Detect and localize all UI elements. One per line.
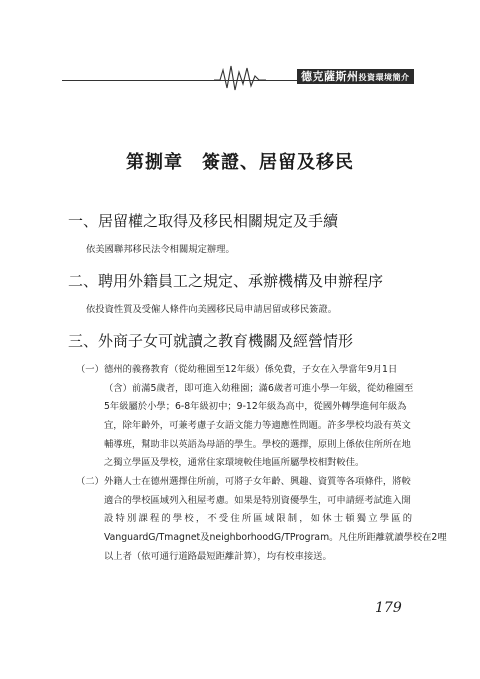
list-item-2 bbox=[76, 473, 447, 566]
list-item-line: 適合的學校區域列入租屋考慮。如果是特別資優學生，可申請經考試進入開 bbox=[104, 494, 411, 506]
section-body-2: 依投資性質及受僱人條件向美國移民局申請居留或移民簽證。 bbox=[86, 304, 338, 315]
list-item-line: 輔導班，幫助非以英語為母語的學生。學校的選擇，原則上係依住所所在地 bbox=[104, 438, 411, 450]
running-header-title bbox=[297, 69, 414, 84]
list-item-line: 德州的義務教育（從幼稚園至12年級）係免費，子女在入學當年9月1日 bbox=[104, 364, 398, 375]
list-item-marker-2: （二） bbox=[76, 476, 104, 487]
header-title-main: 德克薩斯州 bbox=[301, 70, 359, 83]
chapter-title: 第捌章 簽證、居留及移民 bbox=[126, 152, 354, 173]
list-item-line: VanguardG/Tmagnet及neighborhoodG/TProgram。凡住所距離就讀學校在2哩 bbox=[104, 532, 447, 544]
section-heading-2: 二、聘用外籍員工之規定、承辦機構及申辦程序 bbox=[68, 272, 384, 290]
list-item-line: 之獨立學區及學校，通常住家環境較佳地區所屬學校相對較佳。 bbox=[104, 457, 365, 469]
list-item-line: 宜，除年齡外，可兼考慮子女語文能力等適應性問題。許多學校均設有英文 bbox=[104, 420, 411, 432]
list-item-line: （含）前滿5歲者，即可進入幼稚園；滿6歲者可進小學一年級，從幼稚園至 bbox=[104, 382, 414, 394]
section-heading-3: 三、外商子女可就讀之教育機關及經營情形 bbox=[68, 332, 354, 350]
list-item-marker-1: （一） bbox=[76, 364, 104, 375]
list-item-line: 設特別課程的學校，不受住所區域限制，如休士頓獨立學區的 bbox=[104, 513, 412, 525]
list-item-line: 以上者（依可通行道路最短距離計算），均有校車接送。 bbox=[104, 550, 332, 562]
list-item-line: 5年級屬於小學；6-8年級初中；9-12年級為高中，從國外轉學進何年級為 bbox=[104, 401, 407, 413]
header-title-sub: 投資環境簡介 bbox=[358, 73, 410, 82]
list-item-1 bbox=[76, 361, 412, 473]
section-heading-1: 一、居留權之取得及移民相關規定及手續 bbox=[68, 212, 339, 230]
page-number: 179 bbox=[375, 600, 402, 616]
section-body-1: 依美國聯邦移民法令相關規定辦理。 bbox=[86, 244, 235, 255]
list-item-line: 外籍人士在德州選擇住所前，可將子女年齡、興趣、資質等各項條件，將較 bbox=[104, 476, 411, 487]
heartbeat-wave-icon bbox=[214, 62, 266, 92]
